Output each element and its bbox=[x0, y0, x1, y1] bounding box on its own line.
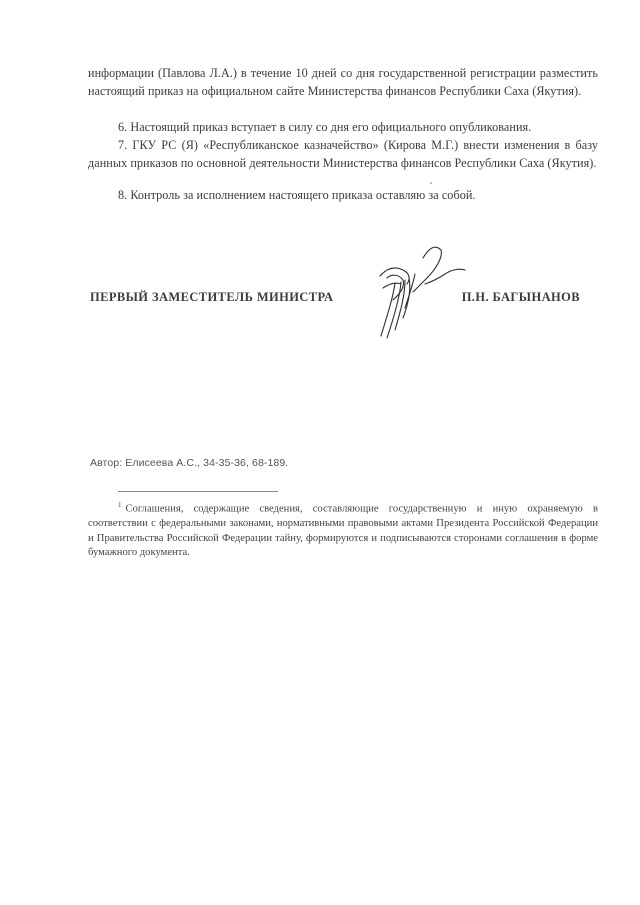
footnote bbox=[88, 498, 598, 561]
signatory-title: ПЕРВЫЙ ЗАМЕСТИТЕЛЬ МИНИСТРА bbox=[90, 290, 334, 304]
paragraph-item-6: 6. Настоящий приказ вступает в силу со дня его официального опубликования. bbox=[118, 120, 532, 134]
footnote-text: Соглашения, содержащие сведения, составляющие государственную и иную охраняемую в соответствии с федеральными законами, нормативными правовыми актами Президента Российской Федерации и Правительства Российской Федерации тайну, формируются и подписываются сторонами соглашения в форме бумажного документа. bbox=[88, 503, 598, 559]
scan-speck bbox=[430, 182, 432, 184]
footnote-divider bbox=[118, 491, 278, 492]
signatory-name: П.Н. БАГЫНАНОВ bbox=[461, 290, 580, 304]
paragraph-item-7: 7. ГКУ РС (Я) «Республиканское казначейство» (Кирова М.Г.) внести изменения в базу данных приказов по основной деятельности Министерства финансов Республики Саха (Якутия). bbox=[88, 138, 598, 170]
handwritten-signature bbox=[365, 238, 475, 348]
footnote-marker: 1 bbox=[118, 501, 122, 509]
paragraph-continuation: информации (Павлова Л.А.) в течение 10 дней со дня государственной регистрации разместить настоящий приказ на официальном сайте Министерства финансов Республики Саха (Якутия). bbox=[88, 66, 598, 98]
signature-block bbox=[90, 290, 600, 310]
paragraph-item-8: 8. Контроль за исполнением настоящего приказа оставляю за собой. bbox=[118, 188, 476, 202]
author-line: Автор: Елисеева А.С., 34-35-36, 68-189. bbox=[90, 457, 289, 469]
